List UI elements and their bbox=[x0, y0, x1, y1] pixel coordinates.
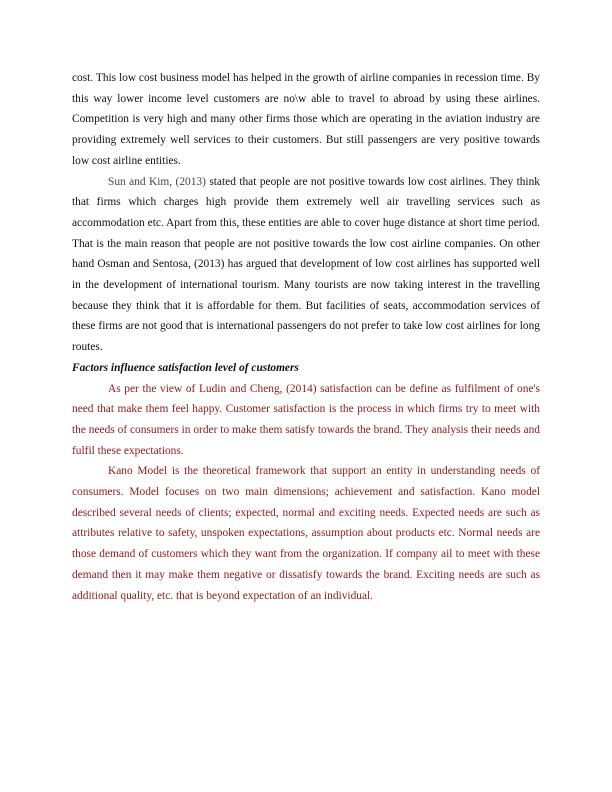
citation-sun-kim: Sun and Kim, (2013) bbox=[108, 175, 206, 188]
section-heading: Factors influence satisfaction level of customers bbox=[72, 361, 299, 374]
paragraph-kano-model: Kano Model is the theoretical framework that support an entity in understanding needs of consumers. Model focuses on two main dimensions; achievement and satisfaction. Kano model described several needs of clients; expected, normal and exciting needs. Expected needs are such as attributes relative to safety, unspoken expectations, assumption about products etc. Normal needs are those demand of customers which they want from the organization. If company ail to meet with these demand then it may make them negative or dissatisfy towards the brand. Exciting needs are such as additional quality, etc. that is beyond expectation of an individual. bbox=[72, 465, 540, 602]
paragraph-sun-kim bbox=[72, 172, 540, 358]
document-page bbox=[72, 68, 540, 606]
paragraph-sun-kim-body: stated that people are not positive towards low cost airlines. They think that firms which charges high provide them extremely well air travelling services such as accommodation etc. Apart from this, these entities are able to cover huge distance at short time period. That is the main reason that people are not positive towards the low cost airline companies. On other hand Osman and Sentosa, (2013) has argued that development of low cost airlines has supported well in the development of international tourism. Many tourists are now taking interest in the travelling because they think that it is affordable for them. But facilities of seats, accommodation services of these firms are not good that is international passengers do not prefer to take low cost airlines for long routes. bbox=[72, 175, 540, 354]
paragraph-low-cost-model: cost. This low cost business model has helped in the growth of airline companies in recession time. By this way lower income level customers are no\w able to travel to abroad by using these airlines. Competition is very high and many other firms those which are operating in the aviation industry are providing extremely well services to their customers. But still passengers are very positive towards low cost airline entities. bbox=[72, 72, 540, 167]
paragraph-satisfaction-definition: As per the view of Ludin and Cheng, (2014) satisfaction can be define as fulfilment of one's need that make them feel happy. Customer satisfaction is the process in which firms try to meet with the needs of consumers in order to make them satisfy towards the brand. They analysis their needs and fulfil these expectations. bbox=[72, 382, 540, 457]
